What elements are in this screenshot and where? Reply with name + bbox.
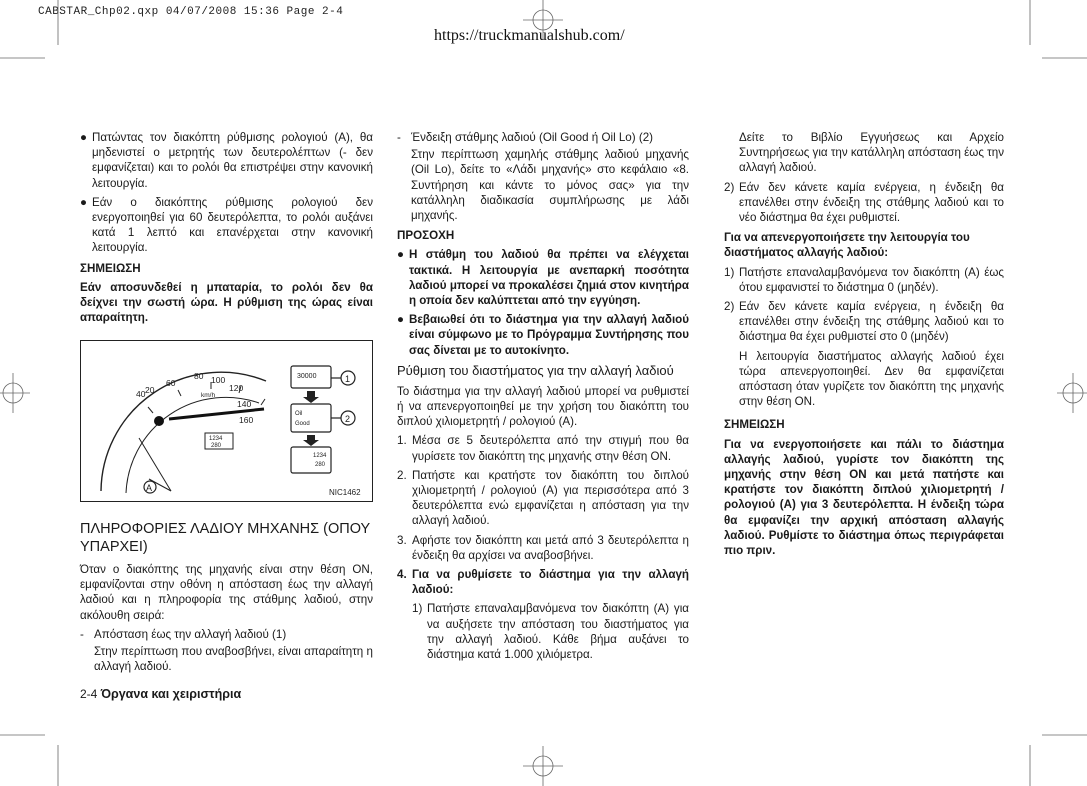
column-1-lower	[80, 514, 373, 678]
subsection-intro: Το διάστημα για την αλλαγή λαδιού μπορεί να ρυθμιστεί ή να απενεργοποιηθεί με την χρήση του διακόπτη του διπλού χιλιομετρητή / ρολογιού (A).	[397, 384, 689, 429]
caution-heading: ΠΡΟΣΟΧΗ	[397, 229, 455, 243]
box2-line2: Good	[295, 421, 310, 427]
note-heading: ΣΗΜΕΙΩΣΗ	[80, 261, 141, 275]
tick-label: 140	[237, 399, 252, 409]
list-item-text: Στην περίπτωση χαμηλής στάθμης λαδιού μηχανής (Oil Lo), δείτε το «Λάδι μηχανής» στο κεφάλαιο «8. Συντήρηση και κάντε το μόνος σας» για την κατάλληλη διαδικασία συμπλήρωσης με λάδι μηχανής.	[411, 148, 689, 223]
figure-code: NIC1462	[329, 488, 361, 497]
disable-heading: Για να απενεργοποιήσετε την λειτουργία του διαστήματος αλλαγής λαδιού:	[724, 231, 970, 260]
list-item-text: Στην περίπτωση που αναβοσβήνει, είναι απαραίτητη η αλλαγή λαδιού.	[94, 645, 373, 674]
display-top: 1234	[209, 436, 223, 442]
tick-label: 120	[229, 383, 244, 393]
box1-text: 30000	[297, 373, 317, 380]
chapter-title: Όργανα και χειριστήρια	[100, 687, 242, 701]
file-header: CABSTAR_Chp02.qxp 04/07/2008 15:36 Page 2-4	[38, 6, 344, 18]
tick-label: 100	[211, 375, 226, 385]
column-2	[397, 130, 689, 666]
step-item: 4. Για να ρυθμίσετε το διάστημα για την αλλαγή λαδιού:	[397, 568, 689, 597]
callout-a: A	[146, 483, 153, 493]
list-item: ● Εάν ο διακόπτης ρύθμισης ρολογιού δεν ενεργοποιηθεί για 60 δευτερόλεπτα, το ρολόι αυξάνει κατά 1 λεπτό και επανέρχεται στην κανονική λειτουργία.	[80, 195, 373, 255]
tick-label: 160	[239, 415, 254, 425]
sub-step-item: 1) Πατήστε επαναλαμβανόμενα τον διακόπτη (A) για να αυξήσετε την απόσταση του διαστήματος για την αλλαγή λαδιού. Κάθε βήμα αυξάνει το διάστημα κατά 1.000 χιλιόμετρα.	[412, 602, 689, 662]
sub-step-item: 2) Εάν δεν κάνετε καμία ενέργεια, η ένδειξη θα επανέλθει στην ένδειξη της στάθμης λαδιού και το νέο διάστημα θα έχει ρυθμιστεί.	[724, 180, 1004, 225]
box2-line1: Oil	[295, 411, 303, 417]
sub-step-item: 1) Πατήστε επαναλαμβανόμενα τον διακόπτη (A) έως ότου εμφανιστεί το διάστημα 0 (μηδέν).	[724, 265, 1004, 294]
note-heading: ΣΗΜΕΙΩΣΗ	[724, 418, 785, 432]
tick-label: 40	[136, 389, 146, 399]
source-url[interactable]: https://truckmanualshub.com/	[434, 27, 625, 44]
column-3	[724, 130, 1004, 562]
subsection-title: Ρύθμιση του διαστήματος για την αλλαγή λαδιού	[397, 362, 674, 378]
tick-label: 20	[145, 385, 155, 395]
note-text: Για να ενεργοποιήσετε και πάλι το διάστημα αλλαγής λαδιού, γυρίστε τον διακόπτη της μηχανής στην θέση ON και μετά πατήστε και κρατήστε τον διακόπτη διπλού χιλιομετρητή / ρολογιού (A) για 3 δευτερόλεπτα. Η ένδειξη τώρα θα εμφανίζει την αρχική απόσταση αλλαγής λαδιού. Ρυθμίστε το διάστημα όπως περιγράφεται πιο πριν.	[724, 437, 1004, 558]
step-item: 1. Μέσα σε 5 δευτερόλεπτα από την στιγμή που θα γυρίσετε τον διακόπτη της μηχανής στην θέση ON.	[397, 434, 689, 463]
disable-extra: Η λειτουργία διαστήματος αλλαγής λαδιού έχει τώρα απενεργοποιηθεί. Δεν θα εμφανίζεται απόσταση όταν γυρίζετε τον διακόπτη της μηχανής στην θέση ON.	[739, 349, 1004, 409]
unit-label: km/h	[201, 392, 216, 399]
tick-label: 80	[194, 371, 204, 381]
intro-text: Όταν ο διακόπτης της μηχανής είναι στην θέση ON, εμφανίζονται στην οθόνη η απόσταση έως την αλλαγή λαδιού και η πληροφορία της στάθμης λαδιού, στην ακόλουθη σειρά:	[80, 563, 373, 622]
box3-line2: 280	[315, 462, 326, 468]
needle-hub	[154, 416, 164, 426]
callout-1: 1	[345, 374, 351, 384]
page-footer	[80, 687, 241, 701]
sub-step-item: 2) Εάν δεν κάνετε καμία ενέργεια, η ένδειξη θα επανέλθει στην ένδειξη της στάθμης λαδιού και το διάστημα θα έχει ρυθμιστεί στο 0 (μηδέν)	[724, 300, 1004, 344]
step-item: 2. Πατήστε και κρατήστε τον διακόπτη του διπλού χιλιομετρητή / ρολογιού (A) για περισσότερα από 3 δευτερόλεπτα ενώ εμφανίζεται η απόσταση για την αλλαγή λαδιού.	[397, 468, 689, 528]
list-item: - Ένδειξη στάθμης λαδιού (Oil Good ή Oil Lo) (2)	[397, 131, 654, 144]
column-1	[80, 130, 373, 329]
box3-line1: 1234	[313, 453, 327, 459]
note-text: Εάν αποσυνδεθεί η μπαταρία, το ρολόι δεν θα δείχνει την σωστή ώρα. Η ρύθμιση της ώρας είναι απαραίτητη.	[80, 280, 373, 325]
list-item: ● Βεβαιωθεί ότι το διάστημα για την αλλαγή λαδιού είναι σύμφωνο με το Πρόγραμμα Συντήρησης που σας δίνεται με το αυτοκίνητο.	[397, 313, 689, 357]
tick-label: 60	[166, 378, 176, 388]
list-item: ● Η στάθμη του λαδιού θα πρέπει να ελέγχεται τακτικά. Η λειτουργία με ανεπαρκή ποσότητα λαδιού μπορεί να προκαλέσει ζημιά στον κινητήρα η οποία δεν καλύπτεται από την εγγύηση.	[397, 248, 689, 308]
instrument-figure	[80, 340, 373, 502]
section-title: ΠΛΗΡΟΦΟΡΙΕΣ ΛΑΔΙΟΥ ΜΗΧΑΝΗΣ (ΟΠΟΥ ΥΠΑΡΧΕΙ)	[80, 521, 370, 555]
display-bottom: 280	[211, 443, 222, 449]
continued-text: Δείτε το Βιβλίο Εγγυήσεως και Αρχείο Συντηρήσεως για την κατάλληλη απόσταση έως την αλλαγή λαδιού.	[739, 131, 1004, 175]
speedometer-illustration	[81, 341, 372, 501]
list-item: - Απόσταση έως την αλλαγή λαδιού (1)	[80, 627, 287, 641]
page-number: 2-4	[80, 687, 98, 701]
callout-2: 2	[345, 414, 351, 424]
list-item: ● Πατώντας τον διακόπτη ρύθμισης ρολογιού (A), θα μηδενιστεί ο μετρητής των δευτερολέπτων (- δεν εμφανίζεται) και το ρολόι θα επιστρέψει στην κανονική λειτουργία.	[80, 131, 373, 190]
step-item: 3. Αφήστε τον διακόπτη και μετά από 3 δευτερόλεπτα η ένδειξη θα αρχίσει να αναβοσβήνει.	[397, 533, 689, 562]
